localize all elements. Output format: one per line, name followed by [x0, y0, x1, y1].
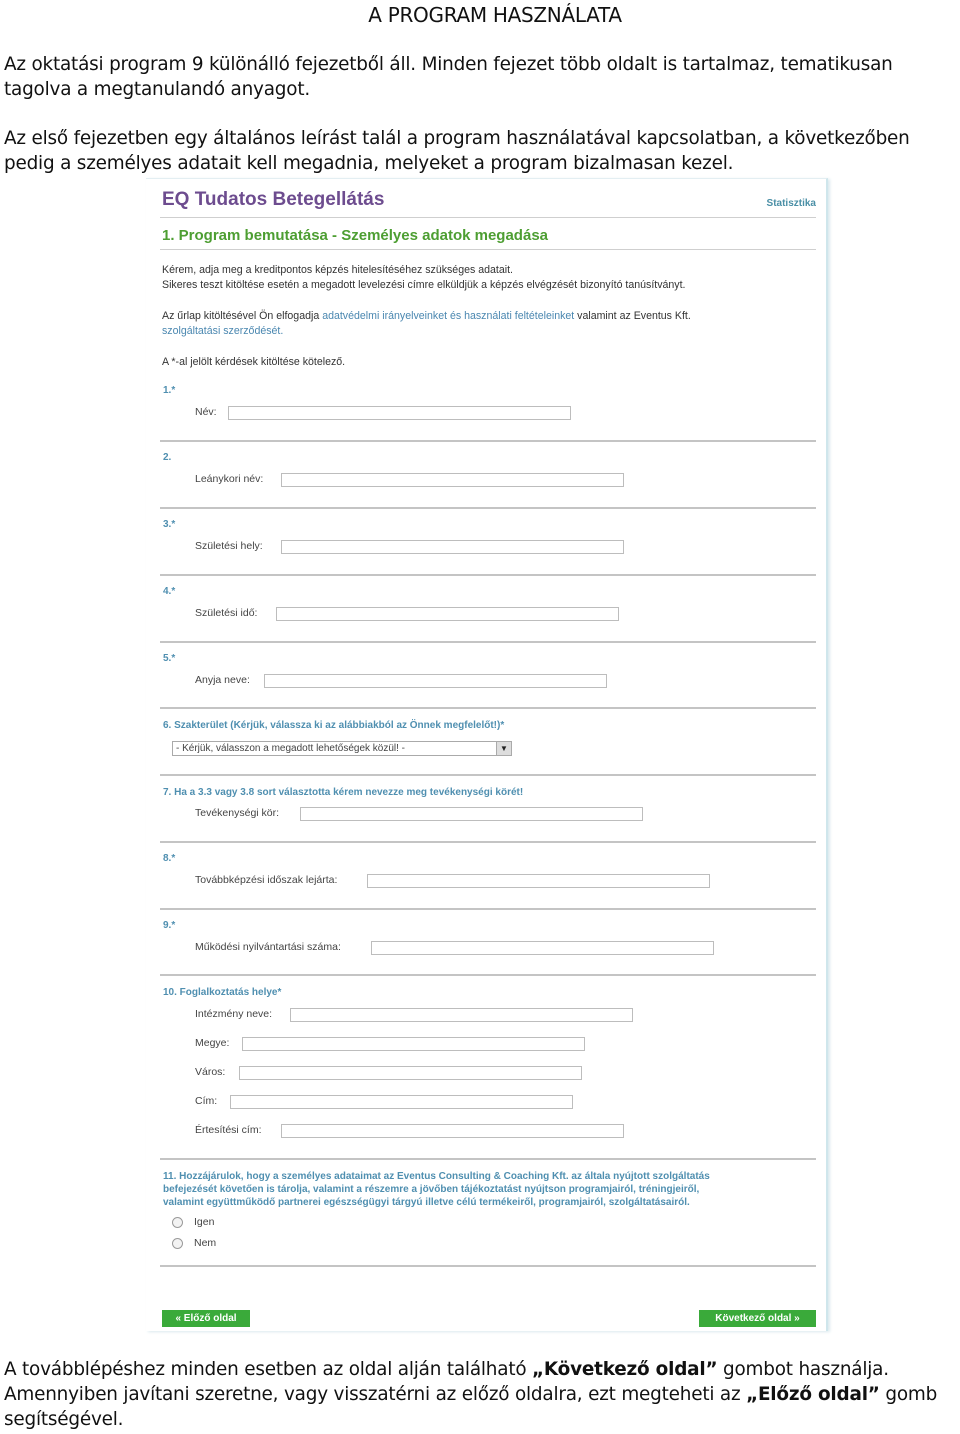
- q11-line-3: valamint együttműködő partnerei egészségügyi tárgyú illetve célú termékeiről, programjairól, szolgáltatásairól.: [163, 1197, 690, 1208]
- q1-number: 1.*: [163, 385, 176, 396]
- contract-link[interactable]: szolgáltatási szerződését.: [162, 325, 284, 337]
- q10-title: 10. Foglalkoztatás helye*: [163, 987, 282, 998]
- terms-link[interactable]: adatvédelmi irányelveinket és használati feltételeinket: [322, 310, 575, 322]
- divider: [160, 908, 816, 910]
- consent-no-radio[interactable]: [172, 1238, 183, 1249]
- previous-page-reference: „Előző oldal”: [746, 1384, 880, 1405]
- intro-paragraph: Az oktatási program 9 különálló fejezetből áll. Minden fejezet több oldalt is tartalmaz, tematikusan tagolva a megtanulandó anyagot.: [4, 54, 893, 100]
- city-input[interactable]: [239, 1066, 582, 1080]
- consent-no-label: Nem: [194, 1237, 217, 1249]
- registration-label: Működési nyilvántartási száma:: [195, 941, 341, 953]
- institution-label: Intézmény neve:: [195, 1008, 273, 1020]
- divider: [160, 974, 816, 976]
- address-label: Cím:: [195, 1095, 218, 1107]
- navigation-paragraph: A továbblépéshez minden esetben az oldal alján található „Következő oldal” gombot használja. Amennyiben javítani szeretne, vagy visszatérni az előző oldalra, ezt megteheti az „Előző oldal” gomb segítségével.: [4, 1359, 938, 1430]
- q11-line-2: befejezését követően is tárolja, valamint a részemre a jövőben tájékoztatást nyújtson programjairól, tréningjeiről,: [163, 1184, 700, 1195]
- intro-text-1: Kérem, adja meg a kreditpontos képzés hitelesítéséhez szükséges adatait.: [162, 264, 513, 276]
- maiden-name-input[interactable]: [281, 473, 624, 487]
- name-input[interactable]: [228, 406, 571, 420]
- activity-label: Tevékenységi kör:: [195, 807, 280, 819]
- q8-number: 8.*: [163, 853, 176, 864]
- activity-input[interactable]: [300, 807, 643, 821]
- divider: [160, 574, 816, 576]
- q11-line-1: 11. Hozzájárulok, hogy a személyes adataimat az Eventus Consulting & Coaching Kft. az általa nyújtott szolgáltatás: [163, 1171, 710, 1182]
- divider: [160, 507, 816, 509]
- birthdate-input[interactable]: [276, 607, 619, 621]
- name-label: Név:: [195, 406, 217, 418]
- mother-name-input[interactable]: [264, 674, 607, 688]
- form-screenshot: [146, 178, 828, 1331]
- training-expiry-input[interactable]: [367, 874, 710, 888]
- divider: [160, 217, 816, 218]
- birthplace-input[interactable]: [281, 540, 624, 554]
- divider: [160, 841, 816, 843]
- q7-title: 7. Ha a 3.3 vagy 3.8 sort választotta kérem nevezze meg tevékenységi körét!: [163, 787, 524, 798]
- divider: [160, 440, 816, 442]
- document-title: A PROGRAM HASZNÁLATA: [368, 3, 622, 27]
- section-title: 1. Program bemutatása - Személyes adatok megadása: [162, 227, 549, 244]
- divider: [160, 774, 816, 776]
- birthdate-label: Születési idő:: [195, 607, 258, 619]
- city-label: Város:: [195, 1066, 226, 1078]
- specialty-select[interactable]: - Kérjük, válasszon a megadott lehetőségek közül! - ▼: [172, 741, 512, 756]
- previous-page-button[interactable]: « Előző oldal: [162, 1310, 250, 1327]
- terms-text: Az űrlap kitöltésével Ön elfogadja adatvédelmi irányelveinket és használati feltételeinket valamint az Eventus Kft.: [162, 310, 691, 322]
- q4-number: 4.*: [163, 586, 176, 597]
- mailing-address-input[interactable]: [281, 1124, 624, 1138]
- consent-yes-label: Igen: [194, 1216, 215, 1228]
- divider: [160, 1158, 816, 1160]
- mailing-address-label: Értesítési cím:: [195, 1124, 262, 1136]
- registration-input[interactable]: [371, 941, 714, 955]
- mother-name-label: Anyja neve:: [195, 674, 250, 686]
- app-title: EQ Tudatos Betegellátás: [162, 189, 385, 210]
- maiden-name-label: Leánykori név:: [195, 473, 264, 485]
- chevron-down-icon[interactable]: ▼: [496, 742, 511, 755]
- next-page-reference: „Következő oldal”: [532, 1359, 718, 1380]
- birthplace-label: Születési hely:: [195, 540, 263, 552]
- q6-title: 6. Szakterület (Kérjük, válassza ki az alábbiakból az Önnek megfelelőt!)*: [163, 720, 505, 731]
- intro-text-2: Sikeres teszt kitöltése esetén a megadott levelezési címre elküldjük a képzés elvégzését bizonyító tanúsítványt.: [162, 279, 686, 291]
- divider: [160, 1265, 816, 1267]
- county-label: Megye:: [195, 1037, 230, 1049]
- q3-number: 3.*: [163, 519, 176, 530]
- q9-number: 9.*: [163, 920, 176, 931]
- statistics-link[interactable]: Statisztika: [766, 198, 816, 209]
- divider: [160, 249, 816, 250]
- consent-yes-radio[interactable]: [172, 1217, 183, 1228]
- institution-input[interactable]: [290, 1008, 633, 1022]
- q5-number: 5.*: [163, 653, 176, 664]
- divider: [160, 641, 816, 643]
- training-expiry-label: Továbbképzési időszak lejárta:: [195, 874, 338, 886]
- address-input[interactable]: [230, 1095, 573, 1109]
- q2-number: 2.: [163, 452, 172, 463]
- divider: [160, 707, 816, 709]
- form-panel: [160, 179, 816, 1331]
- chapter-paragraph: Az első fejezetben egy általános leírást talál a program használatával kapcsolatban, a következőben pedig a személyes adatait kell megadnia, melyeket a program bizalmasan kezel.: [4, 128, 910, 174]
- contract-line: [162, 324, 283, 339]
- required-note: A *-al jelölt kérdések kitöltése kötelező.: [162, 356, 346, 368]
- next-page-button[interactable]: Következő oldal »: [699, 1310, 816, 1327]
- county-input[interactable]: [242, 1037, 585, 1051]
